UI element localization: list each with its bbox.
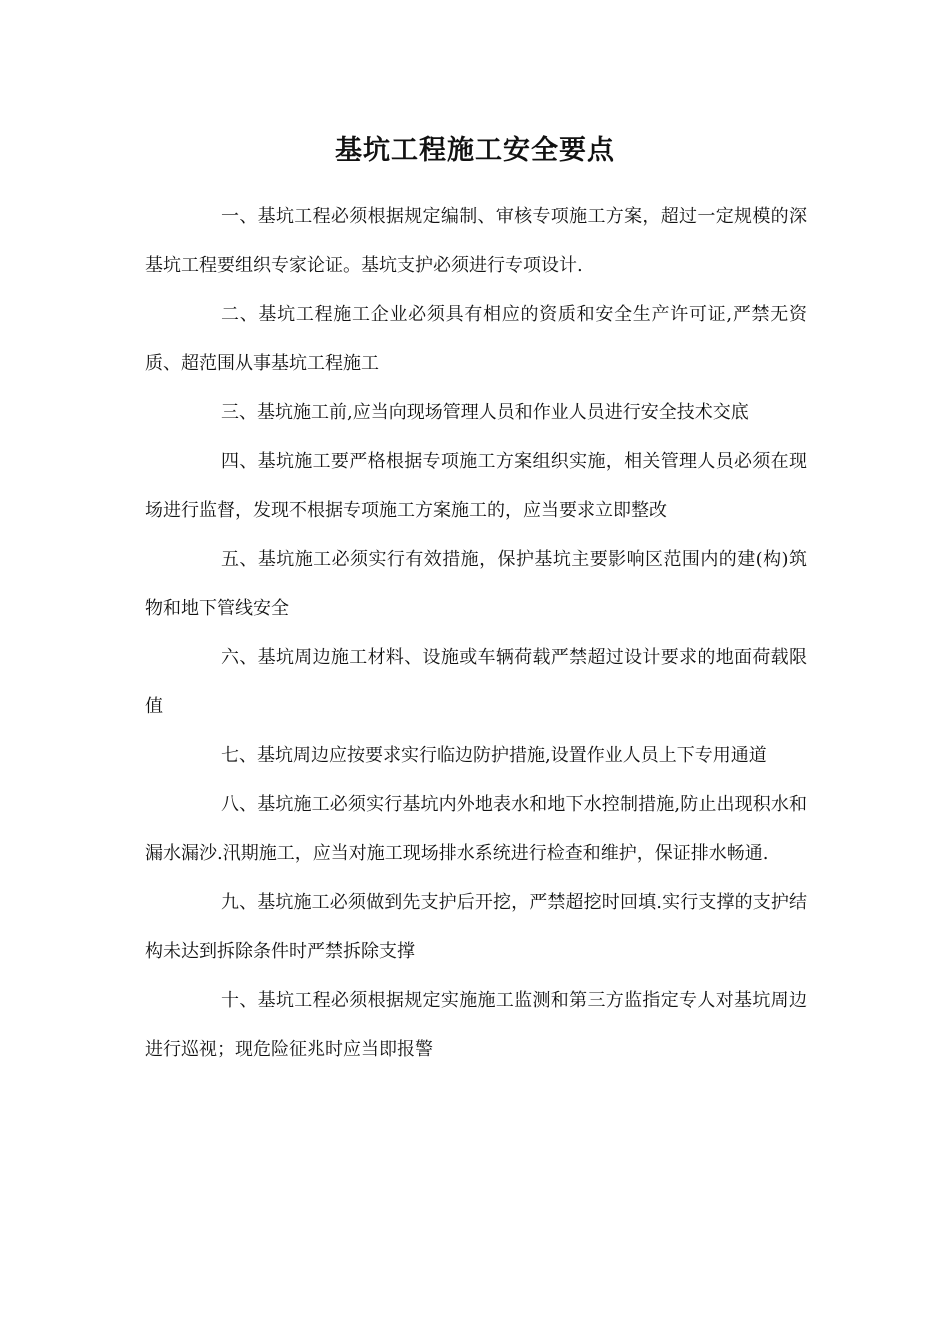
document-body [145,192,807,1074]
paragraph-3: 三、基坑施工前,应当向现场管理人员和作业人员进行安全技术交底 [221,402,749,423]
paragraph-6: 六、基坑周边施工材料、设施或车辆荷载严禁超过设计要求的地面荷载限值 [145,647,807,717]
paragraph-5: 五、基坑施工必须实行有效措施，保护基坑主要影响区范围内的建(构)筑物和地下管线安全 [145,549,807,619]
paragraph-7: 七、基坑周边应按要求实行临边防护措施,设置作业人员上下专用通道 [221,745,767,766]
paragraph-1: 一、基坑工程必须根据规定编制、审核专项施工方案，超过一定规模的深基坑工程要组织专家论证。基坑支护必须进行专项设计. [145,206,807,276]
document-title: 基坑工程施工安全要点 [335,135,615,166]
paragraph-2: 二、基坑工程施工企业必须具有相应的资质和安全生产许可证,严禁无资质、超范围从事基坑工程施工 [145,304,807,374]
paragraph-10: 十、基坑工程必须根据规定实施施工监测和第三方监指定专人对基坑周边进行巡视；现危险征兆时应当即报警 [145,990,807,1060]
paragraph-8: 八、基坑施工必须实行基坑内外地表水和地下水控制措施,防止出现积水和漏水漏沙.汛期施工，应当对施工现场排水系统进行检查和维护，保证排水畅通. [145,794,807,864]
paragraph-9: 九、基坑施工必须做到先支护后开挖，严禁超挖时回填.实行支撑的支护结构未达到拆除条件时严禁拆除支撑 [145,892,807,962]
paragraph-4: 四、基坑施工要严格根据专项施工方案组织实施，相关管理人员必须在现场进行监督，发现不根据专项施工方案施工的，应当要求立即整改 [145,451,807,521]
